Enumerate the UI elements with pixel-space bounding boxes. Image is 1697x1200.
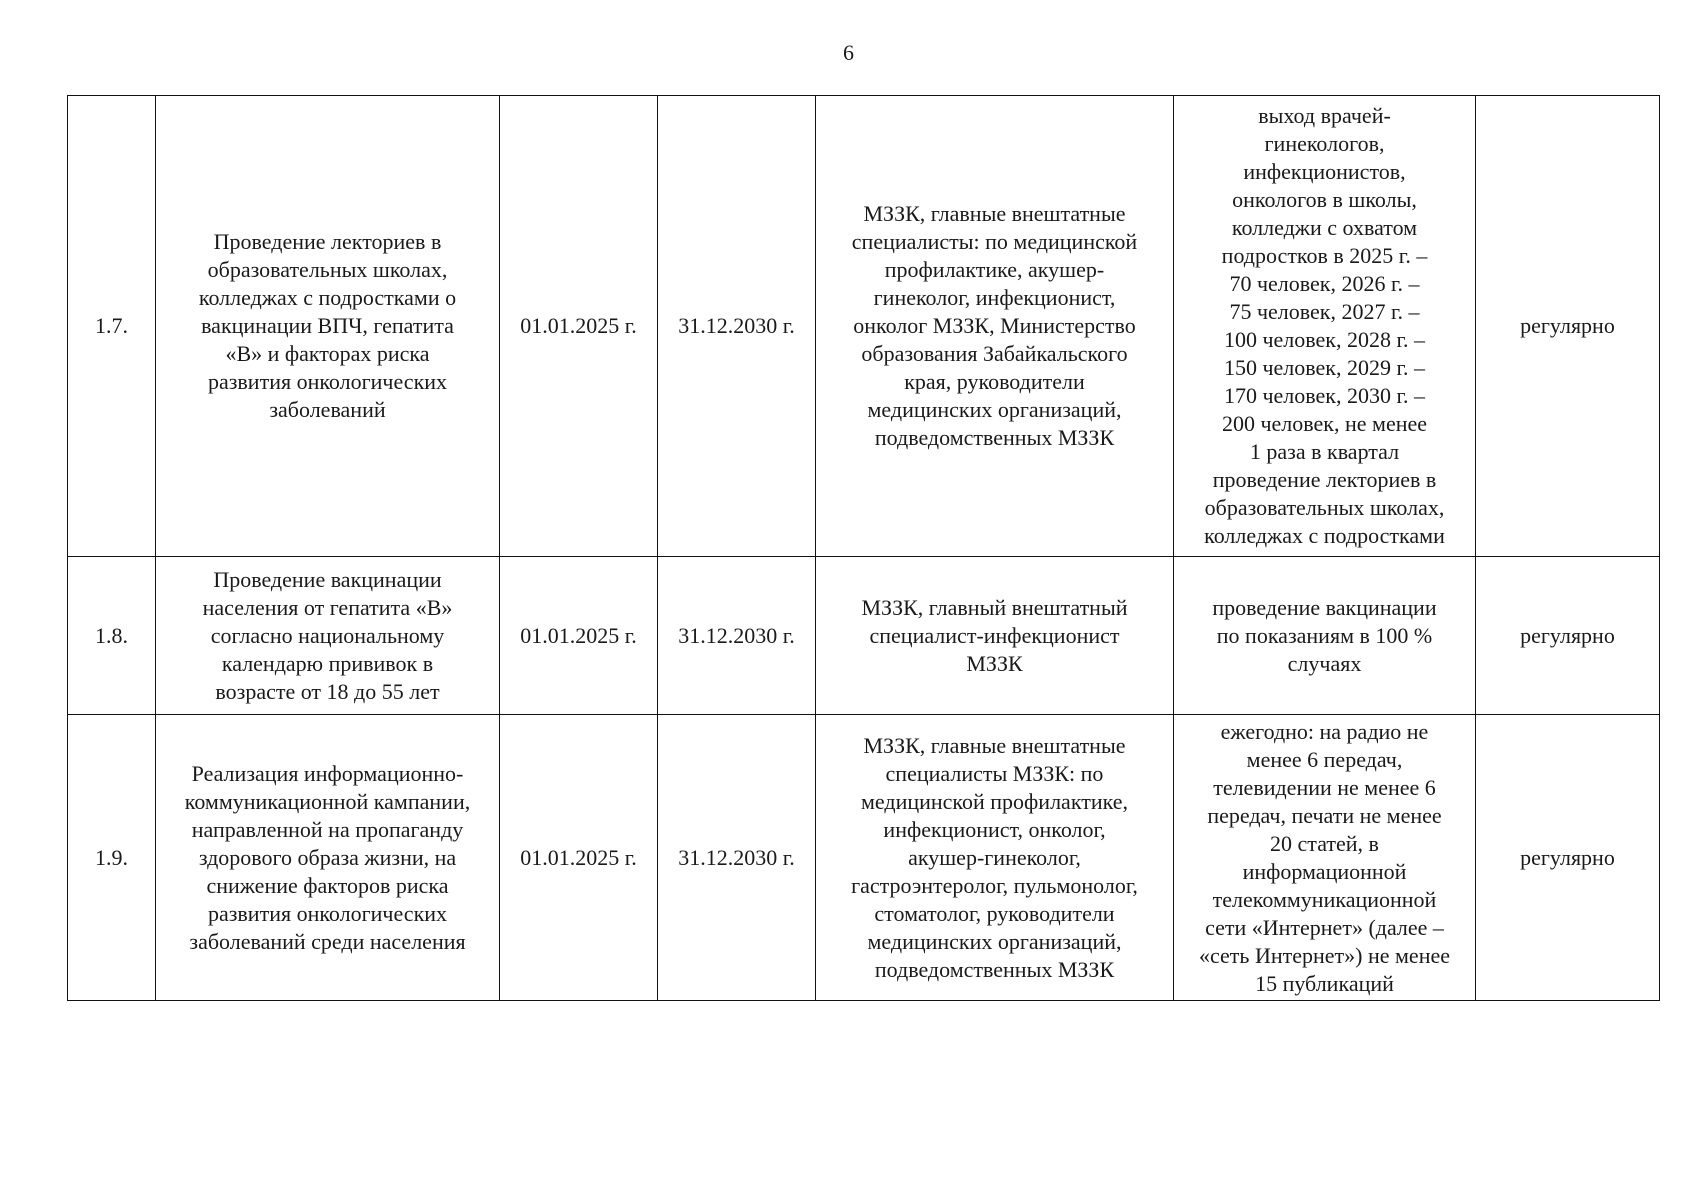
item-number: 1.7. — [68, 96, 156, 557]
frequency: регулярно — [1476, 557, 1660, 715]
table-row — [68, 96, 1660, 557]
table-row — [68, 557, 1660, 715]
end-date: 31.12.2030 г. — [658, 715, 816, 1001]
end-date: 31.12.2030 г. — [658, 96, 816, 557]
expected-result: ежегодно: на радио не менее 6 передач, телевидении не менее 6 передач, печати не менее 20 статей, в информационной телекоммуникационной сети «Интернет» (далее – «сеть Интернет») не менее 15 публикаций — [1174, 715, 1476, 1001]
responsible-parties: МЗЗК, главный внештатный специалист-инфекционист МЗЗК — [816, 557, 1174, 715]
start-date: 01.01.2025 г. — [500, 96, 658, 557]
frequency: регулярно — [1476, 96, 1660, 557]
expected-result: проведение вакцинации по показаниям в 100 % случаях — [1174, 557, 1476, 715]
activity-name: Проведение вакцинации населения от гепатита «В» согласно национальному календарю прививок в возрасте от 18 до 55 лет — [156, 557, 500, 715]
responsible-parties: МЗЗК, главные внештатные специалисты: по медицинской профилактике, акушер- гинеколог, инфекционист, онколог МЗЗК, Министерство образования Забайкальского края, руководители медицинских организаций, подведомственных МЗЗК — [816, 96, 1174, 557]
start-date: 01.01.2025 г. — [500, 715, 658, 1001]
end-date: 31.12.2030 г. — [658, 557, 816, 715]
frequency: регулярно — [1476, 715, 1660, 1001]
item-number: 1.9. — [68, 715, 156, 1001]
page-number: 6 — [843, 40, 854, 65]
responsible-parties: МЗЗК, главные внештатные специалисты МЗЗК: по медицинской профилактике, инфекционист, онколог, акушер-гинеколог, гастроэнтеролог, пульмонолог, стоматолог, руководители медицинских организаций, подведомственных МЗЗК — [816, 715, 1174, 1001]
activity-name: Реализация информационно- коммуникационной кампании, направленной на пропаганду здорового образа жизни, на снижение факторов риска развития онкологических заболеваний среди населения — [156, 715, 500, 1001]
item-number: 1.8. — [68, 557, 156, 715]
start-date: 01.01.2025 г. — [500, 557, 658, 715]
expected-result: выход врачей- гинекологов, инфекционистов, онкологов в школы, колледжи с охватом подростков в 2025 г. – 70 человек, 2026 г. – 75 человек, 2027 г. – 100 человек, 2028 г. – 150 человек, 2029 г. – 170 человек, 2030 г. – 200 человек, не менее 1 раза в квартал проведение лекториев в образовательных школах, колледжах с подростками — [1174, 96, 1476, 557]
activity-name: Проведение лекториев в образовательных школах, колледжах с подростками о вакцинации ВПЧ, гепатита «В» и факторах риска развития онкологических заболеваний — [156, 96, 500, 557]
activities-table — [67, 95, 1660, 1001]
table-row — [68, 715, 1660, 1001]
